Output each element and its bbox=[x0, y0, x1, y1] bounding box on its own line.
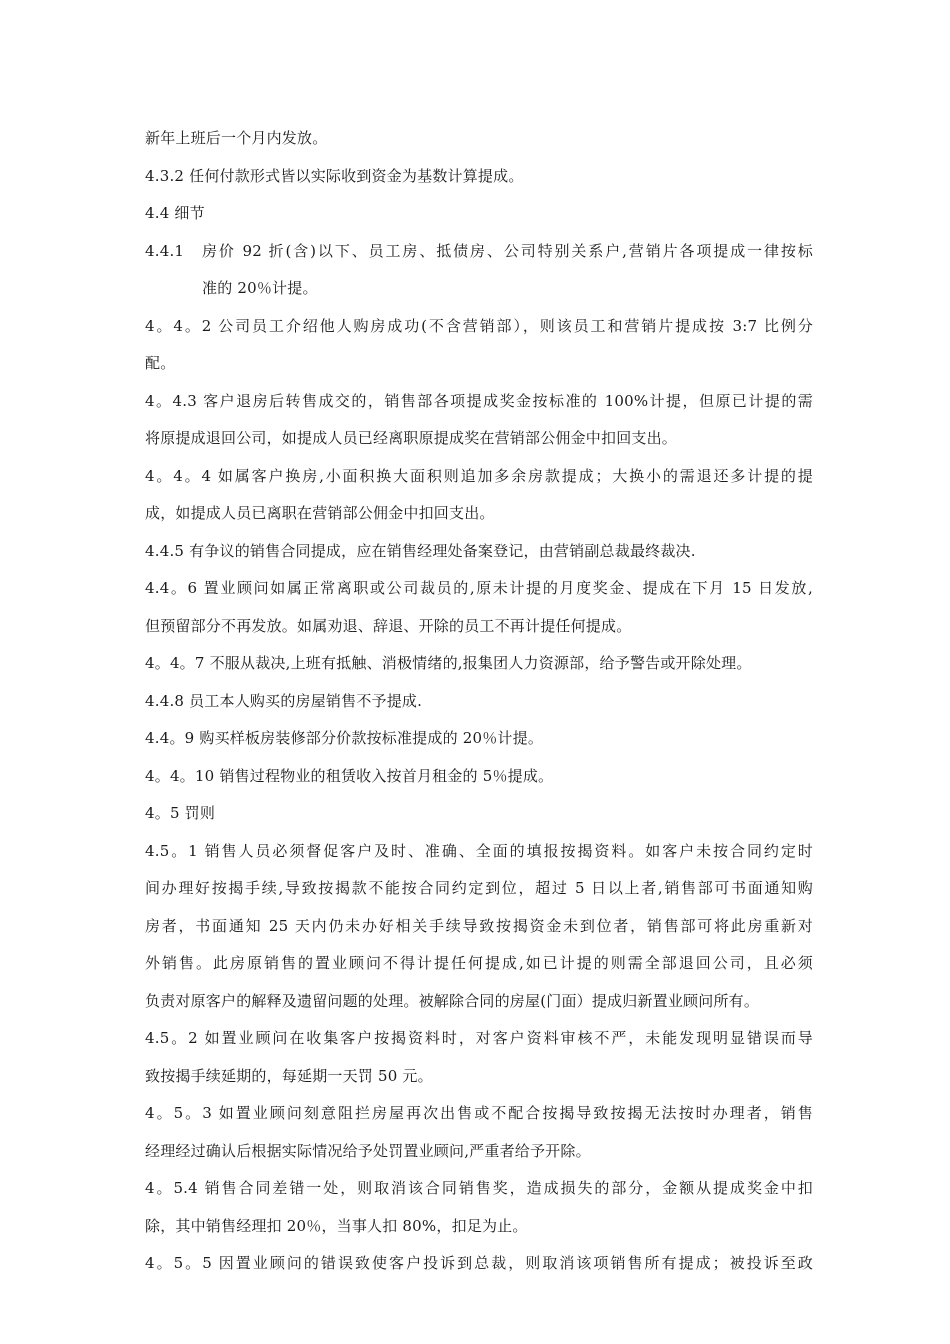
text-line: 将原提成退回公司，如提成人员已经离职原提成奖在营销部公佣金中扣回支出。 bbox=[145, 429, 678, 447]
text-line: 4.5。1 销售人员必须督促客户及时、准确、全面的填报按揭资料。如客户未按合同约定时 bbox=[145, 841, 813, 860]
document-page bbox=[145, 120, 813, 1283]
text-line: 4。5。3 如置业顾问刻意阻拦房屋再次出售或不配合按揭导致按揭无法按时办理者，销售 bbox=[145, 1104, 813, 1122]
text-line: 房者，书面通知 25 天内仍未办好相关手续导致按揭资金未到位者，销售部可将此房重新对 bbox=[145, 916, 813, 935]
text-line: 房价 92 折(含)以下、员工房、抵债房、公司特别关系户,营销片各项提成一律按标 bbox=[202, 241, 813, 260]
text-line: 4。4。4 如属客户换房,小面积换大面积则追加多余房款提成；大换小的需退还多计提的提 bbox=[145, 466, 813, 485]
text-line: 准的 20％计提。 bbox=[202, 279, 318, 297]
text-line: 4。5。5 因置业顾问的错误致使客户投诉到总裁，则取消该项销售所有提成；被投诉至政 bbox=[145, 1254, 813, 1272]
text-line: 4。4。2 公司员工介绍他人购房成功(不含营销部），则该员工和营销片提成按 3:7 比例分 bbox=[145, 316, 813, 335]
text-line: 负责对原客户的解释及遗留问题的处理。被解除合同的房屋(门面）提成归新置业顾问所有。 bbox=[145, 991, 760, 1010]
text-line: 致按揭手续延期的，每延期一天罚 50 元。 bbox=[145, 1066, 433, 1085]
text-line: 4.5。2 如置业顾问在收集客户按揭资料时，对客户资料审核不严，未能发现明显错误而导 bbox=[145, 1029, 813, 1047]
text-line: 外销售。此房原销售的置业顾问不得计提任何提成,如已计提的则需全部退回公司，且必须 bbox=[145, 954, 813, 972]
text-line: 但预留部分不再发放。如属劝退、辞退、开除的员工不再计提任何提成。 bbox=[145, 616, 632, 635]
text-line: 成，如提成人员已离职在营销部公佣金中扣回支出。 bbox=[145, 504, 495, 522]
section-heading: 4。5 罚则 bbox=[145, 804, 216, 822]
text-line: 4.3.2 任何付款形式皆以实际收到资金为基数计算提成。 bbox=[145, 166, 524, 185]
section-heading: 4.4 细节 bbox=[145, 204, 205, 222]
text-line: 新年上班后一个月内发放。 bbox=[145, 129, 328, 147]
paragraph-number: 4.4.1 bbox=[145, 241, 185, 260]
text-line: 4。5.4 销售合同差错一处，则取消该合同销售奖，造成损失的部分，金额从提成奖金中扣 bbox=[145, 1179, 813, 1197]
text-line: 间办理好按揭手续,导致按揭款不能按合同约定到位，超过 5 日以上者,销售部可书面通知购 bbox=[145, 879, 813, 897]
text-line: 4.4.5 有争议的销售合同提成，应在销售经理处备案登记，由营销副总裁最终裁决. bbox=[145, 541, 696, 560]
text-line: 4.4。6 置业顾问如属正常离职或公司裁员的,原未计提的月度奖金、提成在下月 15 日发放, bbox=[145, 579, 813, 597]
text-line: 除，其中销售经理扣 20％，当事人扣 80%，扣足为止。 bbox=[145, 1216, 528, 1235]
text-line: 4。4。7 不服从裁决,上班有抵触、消极情绪的,报集团人力资源部，给予警告或开除处理。 bbox=[145, 654, 752, 672]
text-line: 4。4。10 销售过程物业的租赁收入按首月租金的 5％提成。 bbox=[145, 766, 554, 785]
text-line: 4.4.8 员工本人购买的房屋销售不予提成. bbox=[145, 691, 423, 710]
text-line: 4.4。9 购买样板房装修部分价款按标准提成的 20％计提。 bbox=[145, 729, 544, 747]
text-line: 配。 bbox=[145, 354, 176, 372]
text-line: 4。4.3 客户退房后转售成交的，销售部各项提成奖金按标准的 100%计提，但原已计提的需 bbox=[145, 391, 813, 410]
text-line: 经理经过确认后根据实际情况给予处罚置业顾问,严重者给予开除。 bbox=[145, 1141, 591, 1160]
numbered-paragraph bbox=[145, 233, 813, 271]
